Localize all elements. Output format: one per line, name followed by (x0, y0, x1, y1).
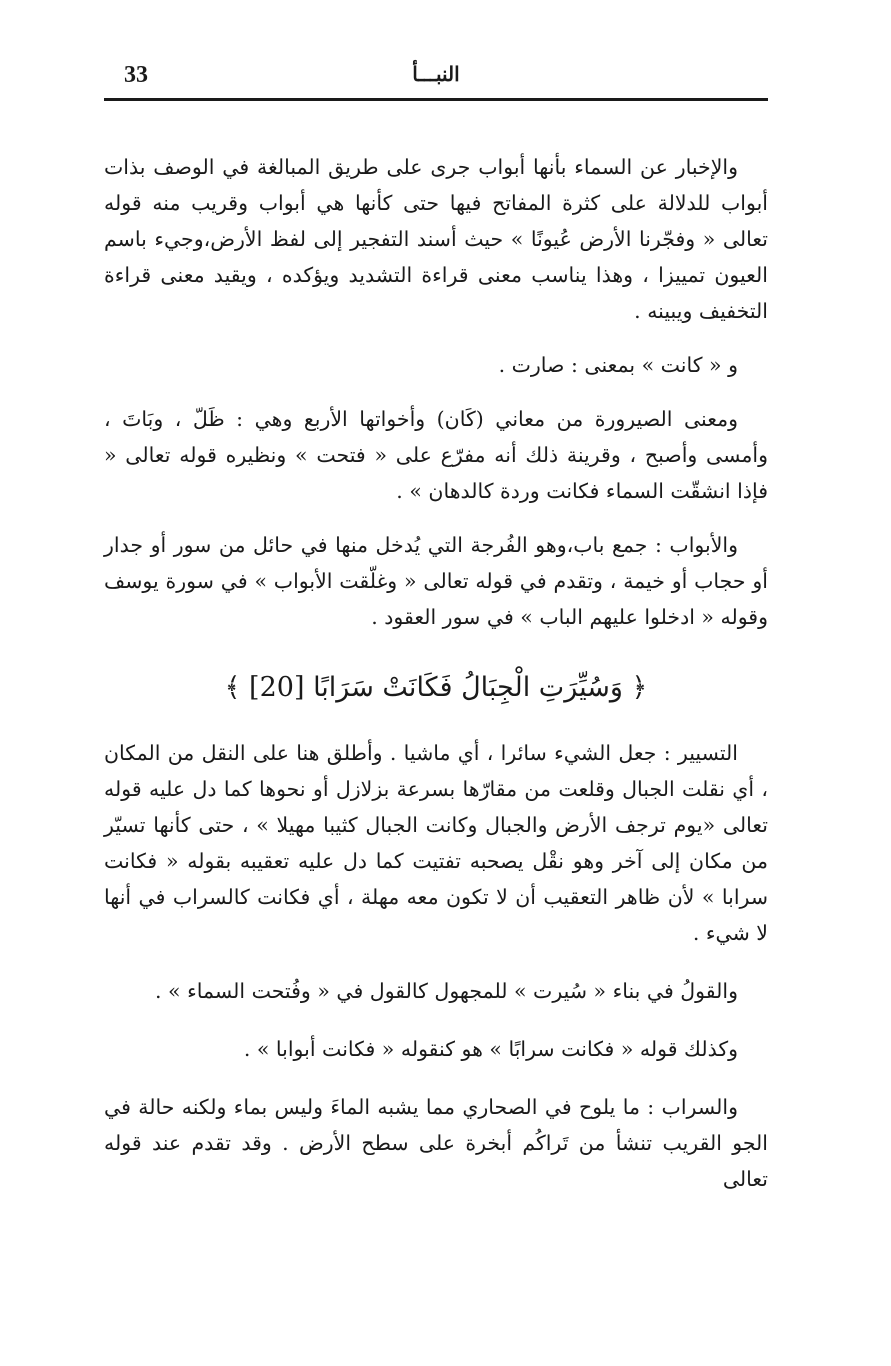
paragraph-mirage-definition: والسراب : ما يلوح في الصحاري مما يشبه الماءَ وليس بماء ولكنه حالة في الجو القريب تنشأ من تَراكُم أبخرة على سطح الأرض . وقد تقدم عند قوله تعالى (104, 1095, 768, 1191)
running-title: النبـــأ (412, 62, 460, 86)
paragraph-tasyir-definition: التسيير : جعل الشيء سائرا ، أي ماشيا . وأطلق هنا على النقل من المكان ، أي نقلت الجبال وقلعت من مقارّها بسرعة بزلازل أو نحوها كما دل عليه قوله تعالى «يوم ترجف الأرض والجبال وكانت الجبال كثيبا مهيلا » ، حتى كأنها تسيّر من مكان إلى آخر وهو نقْل يصحبه تفتيت كما دل عليه تعقيبه بقوله « فكانت سرابا » لأن ظاهر التعقيب أن لا تكون معه مهلة ، أي فكانت كالسراب في أنها لا شيء . (104, 741, 768, 945)
paragraph-kanat-meaning: و « كانت » بمعنى : صارت . (498, 353, 738, 377)
paragraph-passive-construction: والقولُ في بناء « سُيرت » للمجهول كالقول في « وفُتحت السماء » . (155, 979, 738, 1003)
quran-verse: ﴿ وَسُيِّرَتِ الْجِبَالُ فَكَانَتْ سَرَابًا [20] ﴾ (224, 672, 648, 703)
paragraph-doors-meaning: والإخبار عن السماء بأنها أبواب جرى على طريق المبالغة في الوصف بذات أبواب للدلالة على كثرة المفاتح فيها حتى كأنها هي أبواب وقريب منه قوله تعالى « وفجّرنا الأرض عُيونًا » حيث أسند التفجير إلى لفظ الأرض،وجيء باسم العيون تمييزا ، وهذا يناسب معنى قراءة التشديد ويؤكده ، ويقيد معنى قراءة التخفيف ويبينه . (104, 155, 768, 323)
page-number: 33 (124, 62, 148, 88)
paragraph-becoming-meaning: ومعنى الصيرورة من معاني (كَان) وأخواتها الأربع وهي : ظَلّ ، وبَاتَ ، وأمسى وأصبح ، وقرينة ذلك أنه مفرّع على « فتحت » ونظيره قوله تعالى « فإذا انشقّت السماء فكانت وردة كالدهان » . (104, 407, 768, 503)
page-body (104, 149, 768, 1197)
book-page (104, 52, 768, 1312)
page-header (104, 52, 768, 101)
paragraph-abwab-definition: والأبواب : جمع باب،وهو الفُرجة التي يُدخل منها في حائل من سور أو جدار أو حجاب أو خيمة ، وتقدم في قوله تعالى « وغلّقت الأبواب » في سورة يوسف وقوله « ادخلوا عليهم الباب » في سور العقود . (104, 533, 768, 629)
paragraph-similar-saying: وكذلك قوله « فكانت سرابًا » هو كنقوله « فكانت أبوابا » . (243, 1037, 738, 1061)
